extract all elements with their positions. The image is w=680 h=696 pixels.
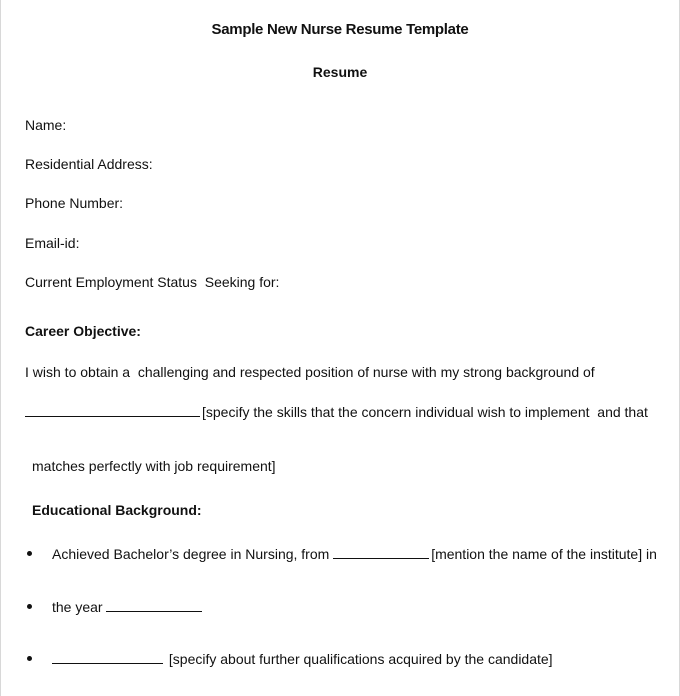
fill-in-blank	[333, 545, 429, 559]
list-item	[25, 545, 665, 563]
career-objective-line-3: matches perfectly with job requirement]	[32, 458, 276, 474]
career-objective-line-2-text: [specify the skills that the concern individual wish to implement and that	[202, 404, 648, 420]
bullet-icon	[27, 656, 32, 661]
list-item-text: [specify about further qualifications acquired by the candidate]	[52, 650, 553, 667]
fill-in-blank	[52, 650, 163, 664]
educational-background-heading: Educational Background:	[32, 502, 202, 518]
fill-in-blank	[106, 598, 202, 612]
bullet-icon	[27, 551, 32, 556]
list-item	[25, 650, 665, 668]
career-objective-line-1: I wish to obtain a challenging and respected position of nurse with my strong background of	[25, 364, 595, 380]
document-title: Sample New Nurse Resume Template	[211, 21, 469, 38]
career-objective-heading: Career Objective:	[25, 323, 141, 339]
field-employment-status-label: Current Employment Status Seeking for:	[25, 274, 280, 290]
bullet-icon	[27, 604, 32, 609]
fill-in-blank	[25, 403, 200, 417]
list-item-text: the year	[52, 598, 204, 615]
field-address-label: Residential Address:	[25, 156, 153, 172]
field-name-label: Name:	[25, 117, 67, 133]
document-subtitle: Resume	[312, 64, 368, 80]
list-item-text: Achieved Bachelor’s degree in Nursing, from [mention the name of the institute] in	[52, 546, 657, 562]
field-phone-label: Phone Number:	[25, 195, 124, 211]
list-item	[25, 598, 665, 616]
field-email-label: Email-id:	[25, 235, 80, 251]
career-objective-line-2	[25, 403, 648, 420]
